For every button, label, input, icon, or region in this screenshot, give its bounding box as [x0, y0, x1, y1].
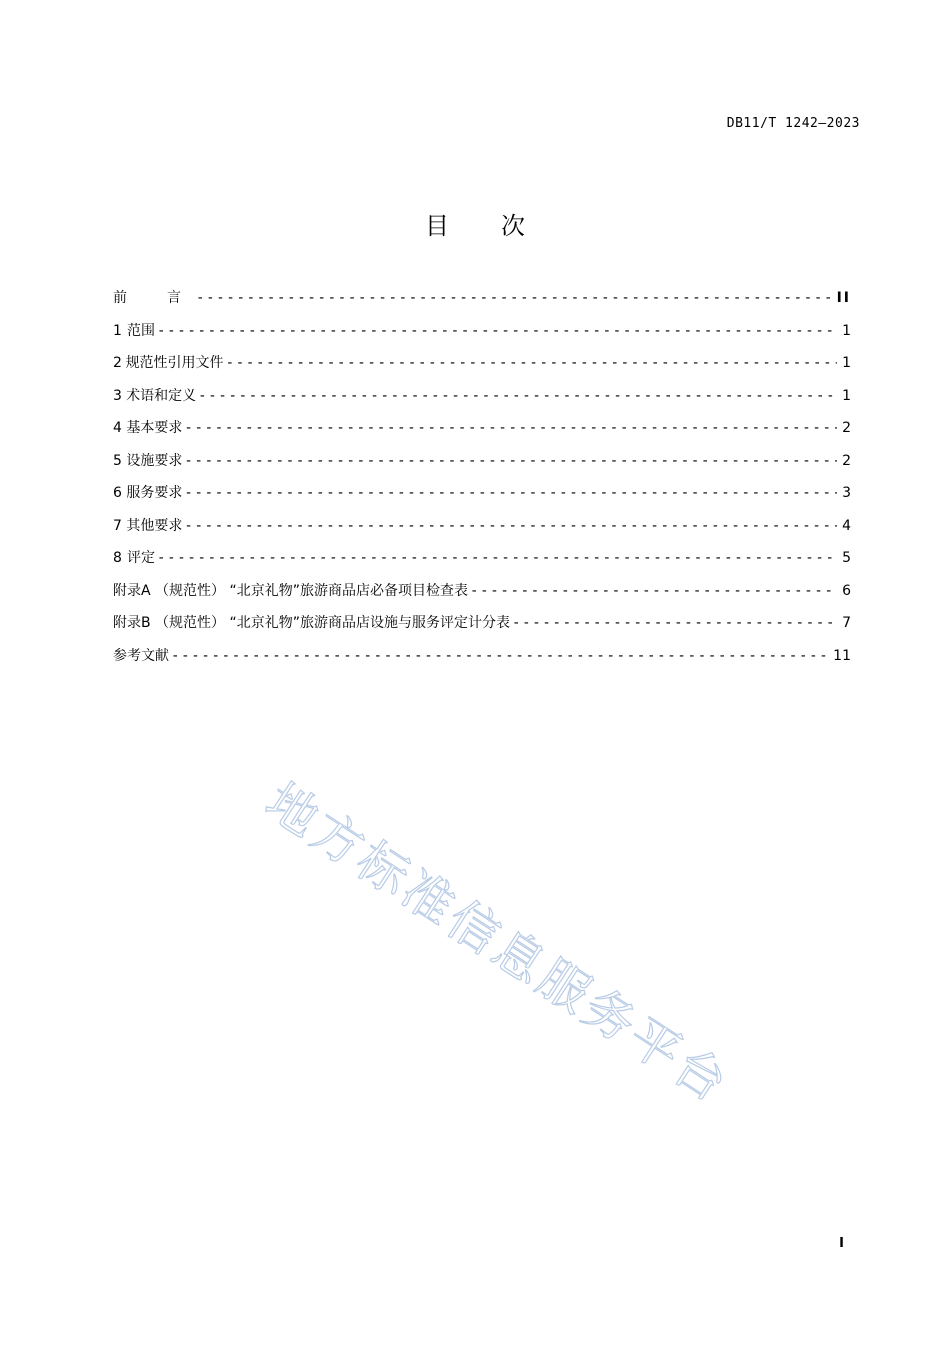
toc-entry-label: 基本要求 [126, 420, 183, 436]
toc-entry-label: 参考文献 [113, 647, 169, 664]
toc-entry-evaluation[interactable] [113, 547, 851, 580]
dot-leader [512, 615, 837, 631]
toc-entry-label: 规范性引用文件 [125, 355, 224, 371]
watermark-text: 地方标准信息服务平台 [255, 771, 741, 1115]
toc-entry-appendix-b[interactable] [113, 612, 851, 645]
toc-entry-page: 1 [842, 355, 851, 371]
toc-entry-service-requirements[interactable] [113, 482, 851, 515]
toc-entry-page: 6 [842, 582, 851, 599]
toc-entry-number: 5 [113, 452, 122, 469]
table-of-contents [113, 287, 851, 677]
toc-entry-page: II [836, 290, 851, 306]
dot-leader [184, 453, 837, 469]
dot-leader [157, 323, 837, 339]
dot-leader [470, 583, 837, 599]
toc-entry-label: 服务要求 [126, 485, 183, 501]
toc-entry-page: 3 [842, 485, 851, 501]
toc-entry-foreword[interactable] [113, 287, 851, 320]
page-number: I [839, 1236, 844, 1251]
toc-entry-label: 术语和定义 [126, 387, 197, 404]
toc-entry-label: 范围 [126, 322, 155, 339]
toc-entry-page: 7 [842, 615, 851, 631]
toc-entry-number: 2 [113, 355, 122, 371]
toc-entry-label: 附录B （规范性） “北京礼物”旅游商品店设施与服务评定计分表 [113, 615, 511, 631]
toc-title-char-1: 目 [425, 212, 449, 240]
toc-entry-page: 2 [842, 452, 851, 469]
toc-entry-label: 前 言 [113, 290, 194, 306]
toc-entry-facility-requirements[interactable] [113, 450, 851, 483]
toc-entry-number: 8 [113, 550, 122, 566]
document-code: DB11/T 1242—2023 [726, 116, 860, 131]
dot-leader [198, 388, 837, 404]
toc-title-char-2: 次 [501, 212, 525, 240]
toc-entry-label: 评定 [126, 550, 155, 566]
toc-entry-page: 2 [842, 420, 851, 436]
toc-title [0, 206, 950, 241]
toc-entry-page: 5 [842, 550, 851, 566]
toc-entry-page: 11 [833, 647, 851, 664]
toc-entry-page: 1 [842, 387, 851, 404]
toc-entry-label: 附录A （规范性） “北京礼物”旅游商品店必备项目检查表 [113, 582, 468, 599]
dot-leader [157, 550, 837, 566]
toc-entry-number: 7 [113, 517, 122, 534]
dot-leader [184, 518, 837, 534]
toc-entry-basic-requirements[interactable] [113, 417, 851, 450]
toc-entry-terms-definitions[interactable] [113, 385, 851, 418]
dot-leader [171, 648, 829, 664]
dot-leader [184, 420, 837, 436]
dot-leader [196, 290, 833, 306]
toc-entry-number: 6 [113, 485, 122, 501]
toc-entry-number: 3 [113, 387, 122, 404]
toc-entry-bibliography[interactable] [113, 645, 851, 678]
toc-entry-label: 设施要求 [126, 452, 183, 469]
toc-entry-page: 4 [842, 517, 851, 534]
toc-entry-other-requirements[interactable] [113, 515, 851, 548]
toc-entry-normative-references[interactable] [113, 352, 851, 385]
toc-entry-label: 其他要求 [126, 517, 183, 534]
toc-entry-page: 1 [842, 322, 851, 339]
dot-leader [226, 355, 837, 371]
dot-leader [184, 485, 837, 501]
toc-entry-appendix-a[interactable] [113, 580, 851, 613]
toc-entry-number: 4 [113, 420, 122, 436]
toc-entry-scope[interactable] [113, 320, 851, 353]
toc-entry-number: 1 [113, 322, 122, 339]
